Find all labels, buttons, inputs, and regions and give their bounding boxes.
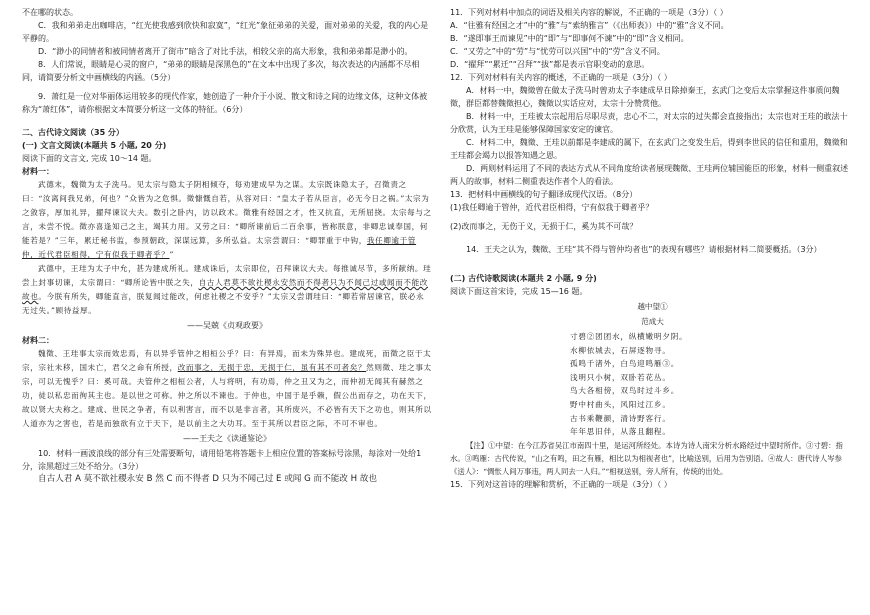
question-9: 9．萧红是一位对华丽体运用较多的现代作家，她创造了一种介于小说、散文和诗之间的边缘文体，这种文体被称为“萧红体”，请你根据文本简要分析这一文体的特征。（6分）: [22, 92, 428, 114]
section-heading: 二、古代诗文阅读（35 分）: [22, 128, 124, 137]
source-attribution: ——王夫之《读通鉴论》: [183, 434, 271, 443]
poem-line: 鸟大各相傍，双鸟时过斗乡。: [570, 386, 680, 396]
poem-note: 【注】①中望：在今江苏省吴江市南四十里，是运河所经处。本诗为诗人南宋分析水路经过中望时所作。③寸碧：指水。③鸣雁：古代传说，“山之有鸣，田之有雁，相比以为相视者也”，比喻送别，后用为告别语。④故人：唐代诗人岑参《送人》：“惆怅人间万事违，两人同去一人归。”“相视送别，旁人所有，传统的出处。: [450, 440, 843, 476]
question-13-part-1: (1)我任卿逾于管仲，近代君臣相得，宁有似我于卿者乎？: [450, 203, 654, 212]
poem-line: 年年思旧伴，从落且翻程。: [570, 427, 671, 437]
underlined-sentence: 改而事之，无损于忠，无损于仁，虽有其不可者矣？: [177, 363, 367, 372]
poem-author: 范成大: [641, 317, 664, 326]
question-10: 10．材料一画波浪线的部分有三处需要断句，请用铅笔将答题卡上相应位置的答案标号涂黑，每涂对一处给1分，涂黑超过三处不给分。（3分）: [22, 449, 422, 471]
option-b: B．“遂即事王而谏见”中的“即”与“即事何不谏”中的“即”含义相同。: [450, 34, 689, 43]
poem-line: 野中村曲头，风阳过江乡。: [570, 399, 671, 409]
instructions: 阅读下面的文言文, 完成 10～14 题。: [22, 154, 157, 163]
option-d: D．两则材料运用了不同的表达方式从不同角度给读者展现魏徵、王珪两位辅国能臣的形象，材料一侧重叙述两人的故事，材料二侧重表达作者个人的看法。: [450, 164, 849, 186]
material-text: 武德中，王珪为太子中允，甚为建成所礼。建成诛后，太宗即位，召拜谏议大夫。每推诚尽节，多所献纳。珪尝上封事切谏，太宗谓曰：“卿所论皆中朕之失，: [22, 264, 432, 287]
question-13: 13．把材料中画横线的句子翻译成现代汉语。（8分）: [450, 190, 638, 199]
option-d: D．“擢拜”“累迁”“召拜”“拔”都是表示官职变动的意思。: [450, 60, 650, 69]
material-text: 魏徵、王珪事太宗而效忠焉，有以异乎管仲之相桓公乎？曰：有异焉，而未为殊异也。建成死，而徵之臣于太宗，宗社未移，国未亡，君父之命有所授，: [22, 349, 432, 372]
right-column: [450, 6, 855, 491]
poem-body: [570, 330, 855, 439]
material-1-para-2: [22, 262, 432, 318]
left-column: [22, 6, 432, 486]
question-14: 14．王夫之认为，魏徵、王珪“其不得与管仲均者也”的表现有哪些？请根据材料二简要概括。（3分）: [466, 245, 822, 254]
poem-line: 寸碧②团团水，纵横嫩明夕阴。: [570, 332, 688, 341]
subsection-heading: (二) 古代诗歌阅读(本题共 2 小题, 9 分): [450, 274, 597, 283]
question-13-part-2: (2)改而事之，无伤于义，无损于仁，奚为其不可哉？: [450, 222, 638, 231]
option-a: A．“往雅有经国之才”中的“雅”与“索纳雅言”（《出师表》）中的“雅”含义不同。: [450, 21, 729, 30]
question-12: 12．下列对材料有关内容的概述，不正确的一项是（3分）（ ）: [450, 73, 672, 82]
material-text: ”: [169, 250, 174, 259]
question-10-line: 自古人君 A 莫不欲社稷永安 B 然 C 而不得者 D 只为不闻己过 E 或闻 G 而不能改 H 故也: [38, 474, 378, 484]
poem-line: 水柳依城去，石屏逐物寻。: [570, 345, 671, 355]
material-2-para-1: [22, 347, 432, 431]
question-15: 15．下列对这首诗的理解和赏析，不正确的一项是（3分）（ ）: [450, 479, 672, 489]
material-label: 材料一：: [22, 167, 54, 176]
option-c: C．材料二中，魏徵、王珪以前都是李建成的属下，在玄武门之变发生后，得到李世民的信任和重用，魏徵和王珪都会竭力以报答知遇之恩。: [450, 138, 848, 160]
material-text: 。今朕有所失，卿能直言，朕复闻过能改，何虑社稷之不安乎？”太宗又尝谓珪曰：“卿若常居谏官，朕必永无过失。”顾待益厚。: [22, 292, 425, 315]
source-attribution: ——吴兢《贞观政要》: [187, 321, 267, 330]
text-line: 不在哪的状态。: [22, 8, 78, 17]
material-text: 武德末，魏徵为太子洗马。见太宗与隐太子阴相倾夺，每劝建成早为之谋。太宗既诛隐太子，召徵责之曰：“汝离间我兄弟，何也？”众皆为之危惧。徵慷慨自若，从容对曰：“皇太子若从臣言，必无今日之祸。”太宗为之敛容，厚加礼异，擢拜谏议大夫。数引之卧内，访以政术。徵雅有经国之才，性又抗直，无所屈挠。太宗每与之言，未尝不悦。徵亦喜逢知己之主，竭其力用。又劳之曰：“卿所谏前后二百余事，皆称朕意，非卿忠诚奉国，何能若是？”三年，累迁秘书监，参预朝政，深谋远算，多所弘益。太宗尝谓曰：“卿罪重于中钩，: [22, 180, 432, 245]
question-11: 11．下列对材料中加点的词语及相关内容的解说，不正确的一项是（3分）（ ）: [450, 8, 728, 17]
option-b: B．材料一中，王珪被太宗起用后尽职尽责，忠心不二，对太宗的过失都会直接指出；太宗也对王珪的敢法十分欣赏，认为王珪是能够保障国家安定的谏官。: [450, 112, 848, 134]
poem-line: 浅明只小树，双卧若花丛。: [570, 372, 671, 382]
poem-line: 古书乘鞭颜，清诗野客行。: [570, 413, 671, 423]
option-d: D．“渺小的同情者和被同情者离开了街市”暗含了对比手法，相较父亲的高大形象，我和弟弟都是渺小的。: [38, 47, 413, 56]
option-c: C．“又劳之”中的“劳”与“忧劳可以兴国”中的“劳”含义不同。: [450, 47, 665, 56]
wavy-underlined-sentence: 自古人君莫不欲社稷永安然而不得者只为不闻己过或闻而不能改故也: [22, 278, 428, 301]
instructions: 阅读下面这首宋诗，完成 15—16 题。: [450, 287, 588, 296]
material-1-para-1: [22, 178, 432, 262]
poem-title: 越中望①: [637, 302, 668, 311]
option-c: C．我和弟弟走出咖啡店，“红光使我感到欣快和寂寞”，“红光”象征弟弟的关爱，面对弟弟的关爱，我的内心是平静的。: [22, 21, 429, 43]
poem-line: 孤鸣千渚外，白鸟迎鸣雁③。: [570, 359, 680, 369]
material-text: 然则徵、珪之事太宗，可以无愧乎？曰：奚可哉。夫管仲之相桓公者，人与将明，有功焉，仲之丑又为之，而仲初无闻其有赫然之功，徒以私忠而徇其主也。是以世之可称。仲之所以不谏也。于仲也，中国于是乎赖，假公出而存之，功在天下，故以贤大夫称之。建成、世民之争者，有以利害言，而不以是非言者，其所废兴，不必皆有天下之功也，则其所以人道亦为之害也，若是而独欲有立于天下，是以前主之大功耳。至于其所以君臣之际，不可不审也。: [22, 363, 432, 428]
subsection-heading: (一) 文言文阅读(本题共 5 小题, 20 分): [22, 141, 167, 150]
question-8: 8．人们常说，眼睛是心灵的窗户，“弟弟的眼睛是深黑色的”在文本中出现了多次，每次表达的内涵都不尽相同，请简要分析文中画横线的内涵。（5分）: [22, 60, 420, 82]
underlined-sentence: 我任卿逾于管仲，近代君臣相得，宁有似我于卿者乎？: [22, 236, 417, 259]
material-label: 材料二：: [22, 336, 54, 345]
option-a: A．材料一中，魏徵曾在做太子洗马时曾劝太子李建成早日除掉秦王，玄武门之变后太宗掌握这件事质问魏徵，群臣都替魏徵担心，魏徵以实话应对，太宗十分赞赏他。: [450, 86, 840, 108]
